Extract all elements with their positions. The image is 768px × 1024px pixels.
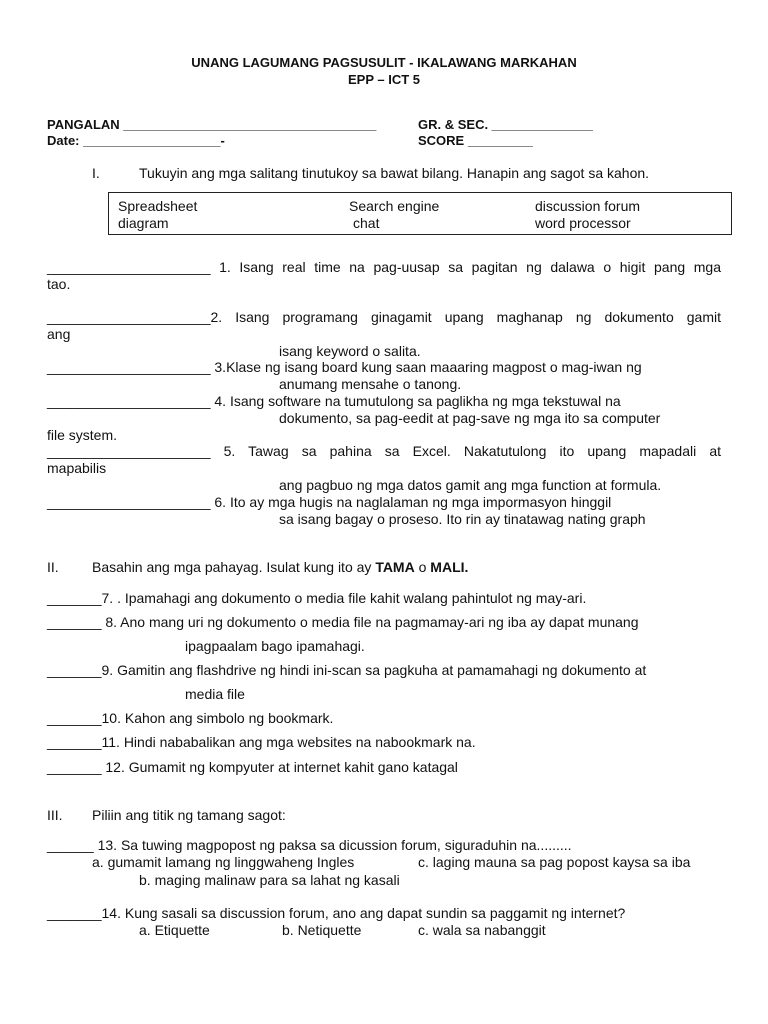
question-13-option-c: c. laging mauna sa pag popost kaysa sa iba	[418, 854, 691, 870]
question-6: _____________________ 6. Ito ay mga hugis na naglalaman ng mga impormasyon hinggil	[47, 494, 612, 510]
word-bank-item: chat	[353, 215, 380, 231]
question-1-cont: tao.	[47, 276, 71, 292]
question-12: _______ 12. Gumamit ng kompyuter at internet kahit gano katagal	[47, 759, 458, 775]
word-bank-item: word processor	[535, 215, 631, 231]
word-bank-item: diagram	[118, 215, 169, 231]
question-3-cont: anumang mensahe o tanong.	[279, 376, 462, 392]
question-8: _______ 8. Ano mang uri ng dokumento o media file na pagmamay-ari ng iba ay dapat munang	[47, 614, 639, 630]
question-14: _______14. Kung sasali sa discussion forum, ano ang dapat sundin sa paggamit ng internet?	[47, 905, 626, 921]
question-13-option-b: b. maging malinaw para sa lahat ng kasali	[139, 872, 400, 888]
part3-number: III.	[47, 807, 63, 823]
word-bank-box	[108, 192, 732, 235]
question-5-cont: mapabilis	[47, 460, 107, 476]
question-14-option-a: a. Etiquette	[139, 922, 210, 938]
part2-number: II.	[47, 559, 59, 575]
question-2-cont2: isang keyword o salita.	[279, 343, 421, 359]
question-8-cont: ipagpaalam bago ipamahagi.	[185, 638, 365, 654]
question-14-option-c: c. wala sa nabanggit	[418, 922, 546, 938]
part2-instruction: Basahin ang mga pahayag. Isulat kung ito ay TAMA o MALI.	[92, 559, 469, 575]
question-4-cont: dokumento, sa pag-eedit at pag-save ng mga ito sa computer	[279, 410, 661, 426]
question-6-cont: sa isang bagay o proseso. Ito rin ay tinatawag nating graph	[279, 511, 646, 527]
question-4: _____________________ 4. Isang software na tumutulong sa paglikha ng mga tekstuwal na	[47, 393, 621, 409]
part1-instruction: Tukuyin ang mga salitang tinutukoy sa bawat bilang. Hanapin ang sagot sa kahon.	[139, 165, 650, 181]
page-title: UNANG LAGUMANG PAGSUSULIT - IKALAWANG MARKAHAN	[191, 55, 577, 70]
tama-label: TAMA	[375, 559, 415, 575]
question-9: _______9. Gamitin ang flashdrive ng hindi ini-scan sa pagkuha at pamamahagi ng dokumento at	[47, 662, 647, 678]
question-5: _____________________ 5. Tawag sa pahina sa Excel. Nakatutulong ito upang mapadali at	[47, 443, 721, 459]
question-2-cont: ang	[47, 326, 71, 342]
word-bank-item: Spreadsheet	[118, 198, 198, 214]
question-7: _______7. . Ipamahagi ang dokumento o media file kahit walang pahintulot ng may-ari.	[47, 590, 587, 606]
question-5-cont2: ang pagbuo ng mga datos gamit ang mga function at formula.	[279, 477, 662, 493]
question-3: _____________________ 3.Klase ng isang board kung saan maaaring magpost o mag-iwan ng	[47, 359, 642, 375]
question-13-option-a: a. gumamit lamang ng linggwaheng Ingles	[92, 854, 355, 870]
name-field[interactable]: PANGALAN ___________________________________	[47, 117, 377, 132]
question-11: _______11. Hindi nababalikan ang mga websites na nabookmark na.	[47, 734, 476, 750]
word-bank-item: discussion forum	[535, 198, 641, 214]
question-10: _______10. Kahon ang simbolo ng bookmark.	[47, 710, 334, 726]
word-bank-item: Search engine	[349, 198, 440, 214]
question-14-option-b: b. Netiquette	[282, 922, 362, 938]
mali-label: MALI.	[430, 559, 469, 575]
part3-instruction: Piliin ang titik ng tamang sagot:	[92, 807, 286, 823]
grade-section-field[interactable]: GR. & SEC. ______________	[418, 117, 593, 132]
question-1: _____________________ 1. Isang real time na pag-uusap sa pagitan ng dalawa o higit pang mga	[47, 259, 721, 275]
page-subtitle: EPP – ICT 5	[347, 72, 420, 87]
score-field[interactable]: SCORE _________	[418, 133, 533, 148]
question-13: ______ 13. Sa tuwing magpopost ng paksa sa dicussion forum, siguraduhin na.........	[47, 837, 572, 853]
question-4-cont2: file system.	[47, 427, 118, 443]
part1-number: I.	[92, 165, 100, 181]
question-9-cont: media file	[185, 686, 245, 702]
question-2: _____________________2. Isang programang ginagamit upang maghanap ng dokumento gamit	[47, 309, 721, 325]
date-field[interactable]: Date: ___________________-	[47, 133, 225, 148]
